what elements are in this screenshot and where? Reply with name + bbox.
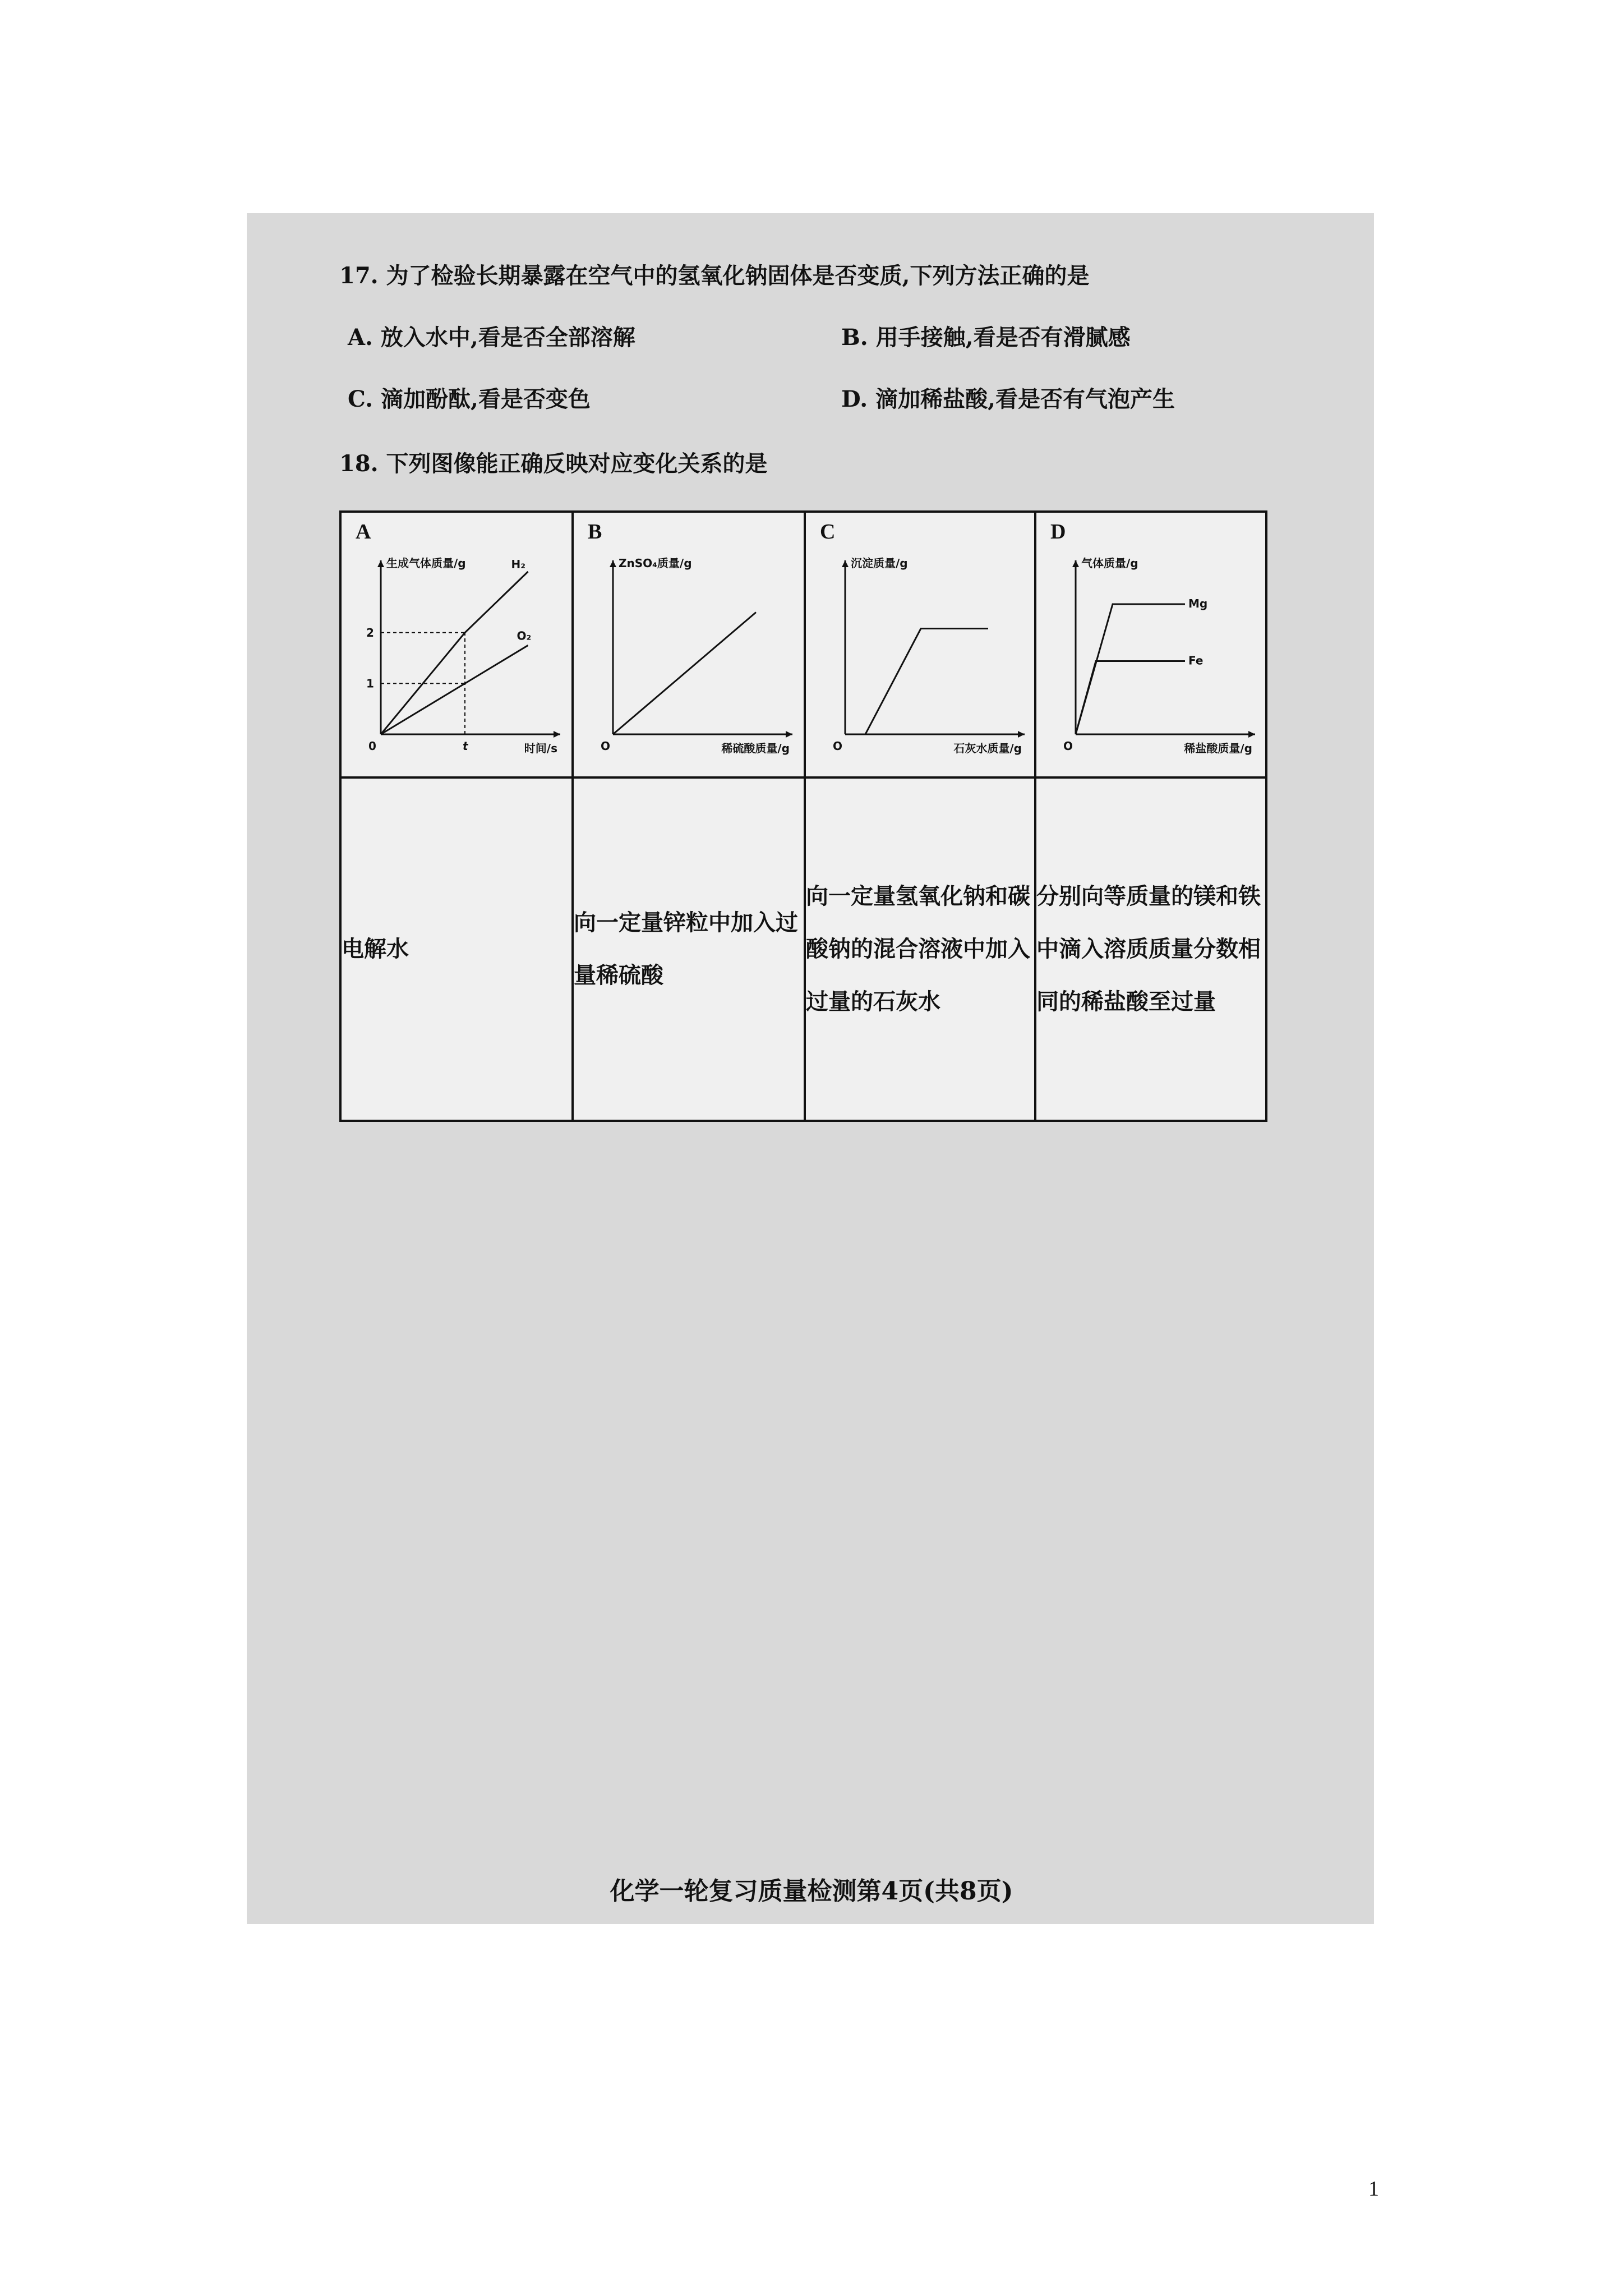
- x-axis-arrow: [554, 731, 560, 738]
- y-axis-label: ZnSO₄质量/g: [618, 556, 692, 570]
- q17-option-b: B. 用手接触,看是否有滑腻感: [841, 324, 1131, 351]
- q17-option-a: A. 放入水中,看是否全部溶解: [348, 324, 635, 351]
- q18-stem: 18. 下列图像能正确反映对应变化关系的是: [339, 450, 768, 477]
- q17-option-c: C. 滴加酚酞,看是否变色: [348, 386, 591, 412]
- x-axis-label: 稀硫酸质量/g: [721, 742, 790, 755]
- series-line: [1076, 604, 1185, 734]
- y-axis-arrow: [377, 560, 384, 567]
- q17-option-d: D. 滴加稀盐酸,看是否有气泡产生: [841, 386, 1175, 412]
- choice-desc-d: 分别向等质量的镁和铁中滴入溶质质量分数相同的稀盐酸至过量: [1035, 777, 1266, 1121]
- series-line: [1076, 661, 1185, 735]
- x-axis-label: 时间/s: [524, 742, 557, 755]
- chart-d: [1036, 541, 1266, 771]
- page-number: 1: [1368, 2177, 1379, 2201]
- chart-cell-a: [340, 512, 573, 777]
- x-axis-label: 稀盐酸质量/g: [1184, 742, 1252, 755]
- origin-label: 0: [368, 739, 376, 753]
- choice-desc-a: 电解水: [340, 777, 573, 1121]
- series-line: [381, 645, 528, 734]
- chart-cell-b: [573, 512, 805, 777]
- chart-c: [806, 541, 1036, 771]
- series-line: [613, 613, 756, 735]
- x-axis-arrow: [1248, 731, 1255, 738]
- series-name-label: Mg: [1188, 597, 1208, 610]
- choice-letter-d: D: [1050, 520, 1066, 544]
- origin-label: O: [600, 739, 610, 753]
- q17-stem: 17. 为了检验长期暴露在空气中的氢氧化钠固体是否变质,下列方法正确的是: [339, 263, 1090, 289]
- origin-label: O: [1063, 739, 1073, 753]
- choice-desc-b: 向一定量锌粒中加入过量稀硫酸: [573, 777, 805, 1121]
- x-axis-arrow: [1018, 731, 1025, 738]
- y-axis-arrow: [1072, 560, 1079, 567]
- y-axis-label: 沉淀质量/g: [850, 556, 908, 570]
- y-axis-arrow: [842, 560, 849, 567]
- y-axis-arrow: [610, 560, 616, 567]
- page-footer: 化学一轮复习质量检测第4页(共8页): [610, 1877, 1013, 1906]
- x-tick-label: t: [463, 739, 468, 753]
- series-name-label: Fe: [1188, 654, 1204, 668]
- series-line: [381, 572, 528, 734]
- chart-a: [342, 541, 571, 771]
- chart-b: [574, 541, 804, 771]
- y-axis-label: 气体质量/g: [1081, 556, 1138, 570]
- choice-letter-b: B: [587, 520, 602, 544]
- choice-letter-c: C: [819, 520, 836, 544]
- x-axis-arrow: [786, 731, 792, 738]
- y-tick-label: 1: [366, 677, 374, 691]
- y-axis-label: 生成气体质量/g: [386, 556, 466, 570]
- series-line: [845, 629, 988, 735]
- x-axis-label: 石灰水质量/g: [953, 742, 1022, 755]
- chart-cell-c: [805, 512, 1035, 777]
- choice-desc-c: 向一定量氢氧化钠和碳酸钠的混合溶液中加入过量的石灰水: [805, 777, 1035, 1121]
- series-name-label: O₂: [517, 629, 532, 643]
- q18-choice-table: [339, 510, 1267, 1122]
- y-tick-label: 2: [366, 625, 374, 639]
- choice-letter-a: A: [356, 520, 371, 544]
- chart-cell-d: [1035, 512, 1266, 777]
- origin-label: O: [832, 739, 842, 753]
- series-name-label: H₂: [511, 558, 525, 571]
